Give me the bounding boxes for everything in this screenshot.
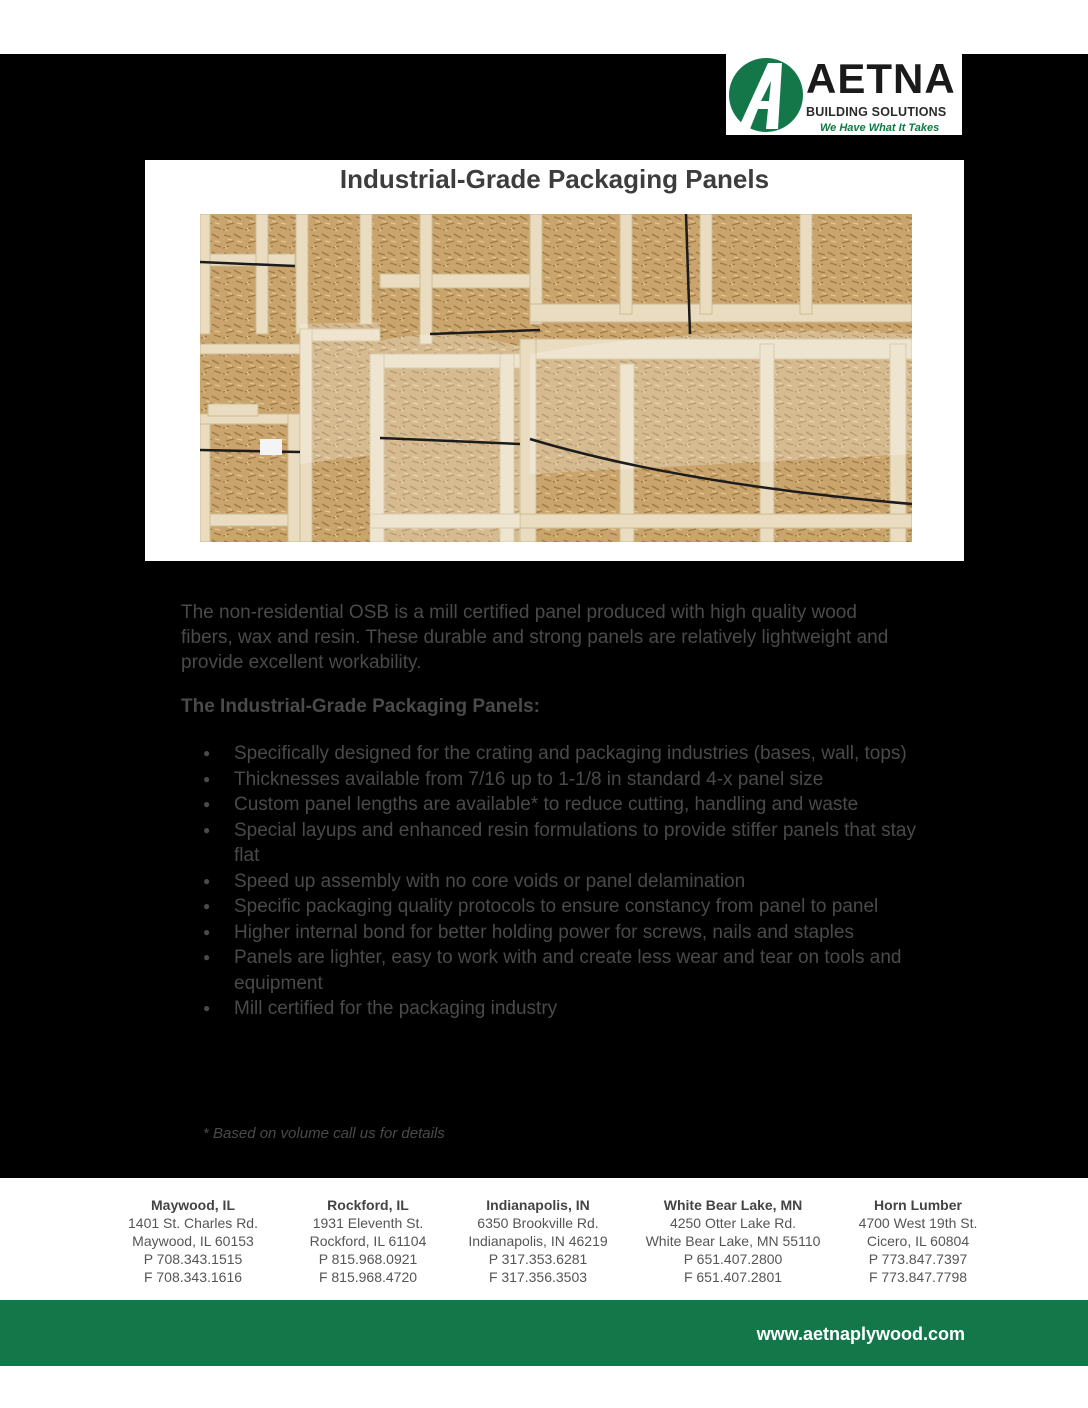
location-maywood bbox=[108, 1196, 278, 1286]
location-street: 1401 St. Charles Rd. bbox=[128, 1215, 258, 1231]
list-item: ● Special layups and enhanced resin formulations to provide stiffer panels that stay flat bbox=[203, 819, 916, 866]
features-heading: The Industrial-Grade Packaging Panels: bbox=[181, 696, 540, 717]
location-street: 1931 Eleventh St. bbox=[312, 1215, 424, 1231]
title-card bbox=[145, 160, 964, 561]
location-rockford bbox=[298, 1196, 438, 1286]
list-item: ● Mill certified for the packaging industry bbox=[181, 996, 921, 1022]
location-fax: F 815.968.4720 bbox=[318, 1269, 418, 1285]
locations-footer bbox=[108, 1196, 988, 1286]
location-citystatezip: Cicero, IL 60804 bbox=[866, 1233, 970, 1249]
logo-tagline: We Have What It Takes bbox=[820, 122, 940, 134]
website-link[interactable]: www.aetnaplywood.com bbox=[756, 1324, 965, 1344]
location-citystatezip: White Bear Lake, MN 55110 bbox=[645, 1233, 821, 1249]
location-fax: F 317.356.3503 bbox=[488, 1269, 588, 1285]
aetna-a-logo-icon bbox=[728, 57, 804, 133]
page-title: Industrial-Grade Packaging Panels bbox=[339, 164, 770, 194]
footnote: * Based on volume call us for details bbox=[203, 1125, 445, 1142]
list-item: ● Speed up assembly with no core voids or panel delamination bbox=[181, 869, 921, 895]
intro-paragraph: The non-residential OSB is a mill certified panel produced with high quality wood fibers, wax and resin. These durable and strong panels are relatively lightweight and provide excellent workability. bbox=[181, 602, 889, 673]
location-phone: P 815.968.0921 bbox=[318, 1251, 418, 1267]
location-phone: P 317.353.6281 bbox=[488, 1251, 588, 1267]
bullet-icon: ● bbox=[203, 746, 211, 760]
bullet-icon: ● bbox=[203, 950, 211, 964]
location-city: Rockford, IL bbox=[327, 1197, 409, 1213]
location-phone: P 651.407.2800 bbox=[683, 1251, 783, 1267]
location-city: Horn Lumber bbox=[874, 1197, 962, 1213]
location-city: Maywood, IL bbox=[151, 1197, 235, 1213]
bullet-icon: ● bbox=[203, 873, 211, 888]
bullet-icon: ● bbox=[203, 899, 211, 913]
bullet-icon: ● bbox=[203, 797, 211, 811]
green-footer-bar bbox=[0, 1300, 1088, 1366]
location-horn-lumber bbox=[848, 1196, 988, 1286]
location-fax: F 651.407.2801 bbox=[683, 1269, 783, 1285]
bullet-icon: ● bbox=[203, 771, 211, 786]
location-white-bear-lake bbox=[638, 1196, 828, 1286]
location-citystatezip: Rockford, IL 61104 bbox=[309, 1233, 427, 1249]
location-phone: P 708.343.1515 bbox=[143, 1251, 243, 1267]
list-item: ● Panels are lighter, easy to work with and create less wear and tear on tools and equipment bbox=[203, 947, 902, 994]
location-citystatezip: Maywood, IL 60153 bbox=[132, 1233, 254, 1249]
location-indianapolis bbox=[458, 1196, 618, 1286]
list-item: ● Specifically designed for the crating and packaging industries (bases, wall, tops) bbox=[181, 741, 921, 767]
bullet-icon: ● bbox=[203, 822, 211, 837]
location-fax: F 708.343.1616 bbox=[143, 1269, 243, 1285]
location-phone: P 773.847.7397 bbox=[868, 1251, 968, 1267]
logo-subtitle: BUILDING SOLUTIONS bbox=[806, 105, 947, 119]
location-street: 6350 Brookville Rd. bbox=[477, 1215, 599, 1231]
list-item: ● Custom panel lengths are available* to reduce cutting, handling and waste bbox=[181, 792, 921, 818]
location-fax: F 773.847.7798 bbox=[868, 1269, 968, 1285]
bullet-icon: ● bbox=[203, 924, 211, 939]
logo-name: AETNA bbox=[806, 55, 956, 102]
company-logo bbox=[726, 54, 962, 135]
location-citystatezip: Indianapolis, IN 46219 bbox=[468, 1233, 608, 1249]
list-item: ● Thicknesses available from 7/16 up to 1-1/8 in standard 4-x panel size bbox=[181, 767, 921, 793]
location-city: Indianapolis, IN bbox=[486, 1197, 590, 1213]
features-list bbox=[181, 741, 921, 1022]
location-city: White Bear Lake, MN bbox=[663, 1197, 803, 1213]
bullet-icon: ● bbox=[203, 1001, 211, 1015]
wooden-crates-photo-icon bbox=[200, 214, 912, 542]
list-item: ● Specific packaging quality protocols to ensure constancy from panel to panel bbox=[181, 894, 921, 920]
list-item: ● Higher internal bond for better holding power for screws, nails and staples bbox=[181, 920, 921, 946]
location-street: 4250 Otter Lake Rd. bbox=[669, 1215, 797, 1231]
location-street: 4700 West 19th St. bbox=[858, 1215, 978, 1231]
